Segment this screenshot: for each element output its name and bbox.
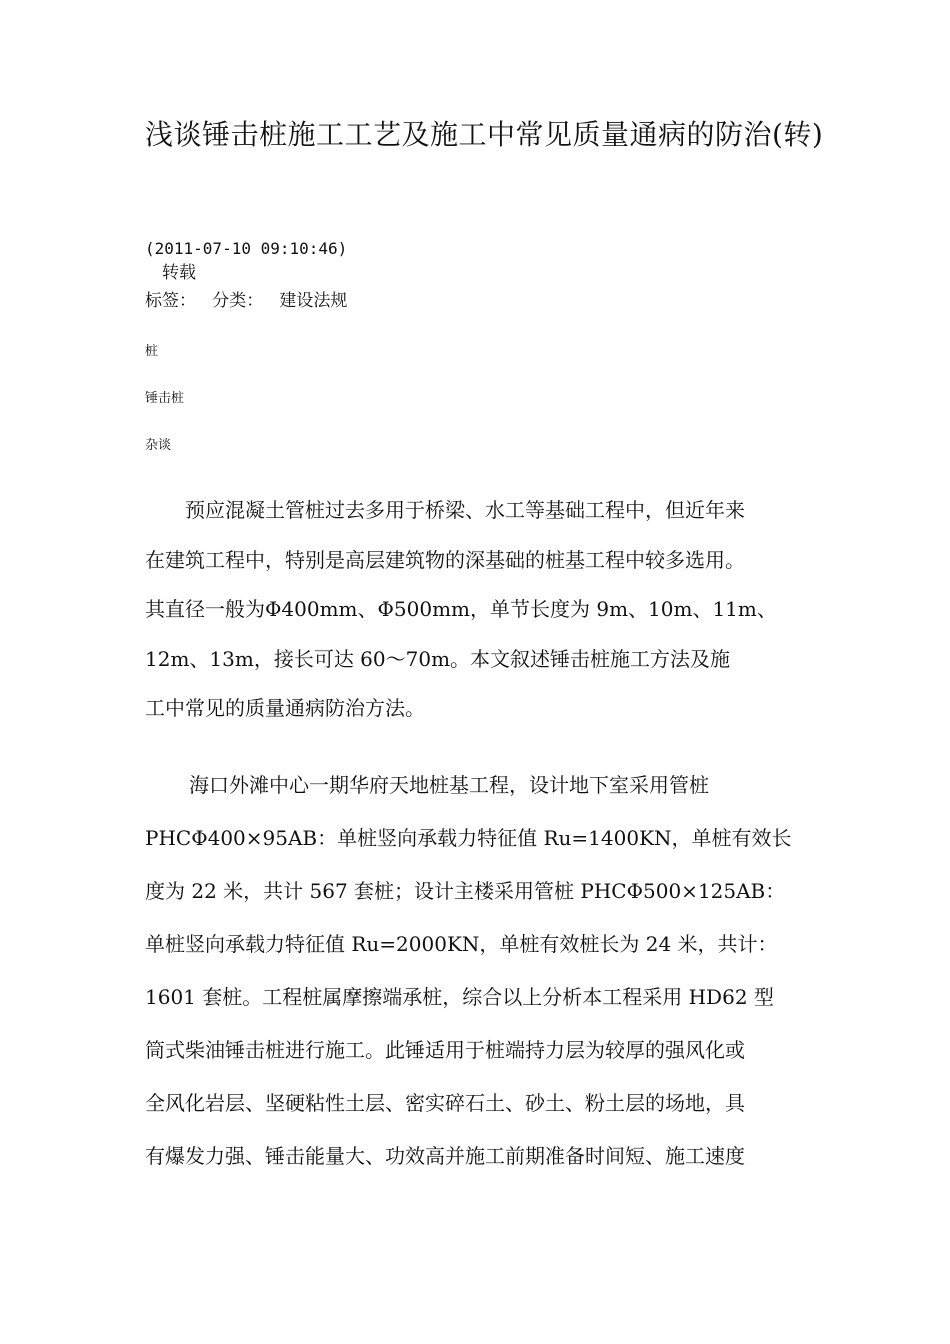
paragraph-line: 海口外滩中心一期华府天地桩基工程，设计地下室采用管桩 (189, 773, 709, 797)
paragraph-line: 全风化岩层、坚硬粘性土层、密实碎石土、砂土、粉土层的场地，具 (145, 1091, 745, 1115)
paragraph-line: 1601 套桩。工程桩属摩擦端承桩，综合以上分析本工程采用 HD62 型 (145, 985, 774, 1009)
paragraph-line: 预应混凝土管桩过去多用于桥梁、水工等基础工程中，但近年来 (185, 498, 745, 522)
tag-item: 杂谈 (145, 438, 172, 453)
repost-label: 转载 (162, 263, 196, 283)
paragraph-project (145, 759, 810, 1183)
paragraph-line: 其直径一般为Φ400mm、Φ500mm，单节长度为 9m、10m、11m、 (145, 597, 777, 621)
tags-category-line: 标签： 分类： 建设法规 (145, 291, 348, 311)
tag-item: 桩 (145, 344, 159, 359)
paragraph-line: 在建筑工程中，特别是高层建筑物的深基础的桩基工程中较多选用。 (145, 547, 745, 572)
paragraph-line: 单桩竖向承载力特征值 Ru=2000KN，单桩有效桩长为 24 米，共计： (145, 932, 778, 956)
post-date: (2011-07-10 09:10:46) (145, 239, 348, 258)
paragraph-line: 工中常见的质量通病防治方法。 (145, 696, 425, 720)
paragraph-line: 度为 22 米，共计 567 套桩；设计主楼采用管桩 PHCΦ500×125AB： (145, 879, 786, 903)
tag-item: 锤击桩 (145, 391, 185, 406)
paragraph-intro (145, 486, 810, 734)
paragraph-line: 12m、13m，接长可达 60～70m。本文叙述锤击桩施工方法及施 (145, 646, 731, 671)
paragraph-line: PHCΦ400×95AB：单桩竖向承载力特征值 Ru=1400KN，单桩有效长 (145, 826, 792, 850)
paragraph-line: 筒式柴油锤击桩进行施工。此锤适用于桩端持力层为较厚的强风化或 (145, 1038, 745, 1062)
article-title: 浅谈锤击桩施工工艺及施工中常见质量通病的防治(转) (145, 118, 824, 151)
paragraph-line: 有爆发力强、锤击能量大、功效高并施工前期准备时间短、施工速度 (145, 1144, 745, 1168)
